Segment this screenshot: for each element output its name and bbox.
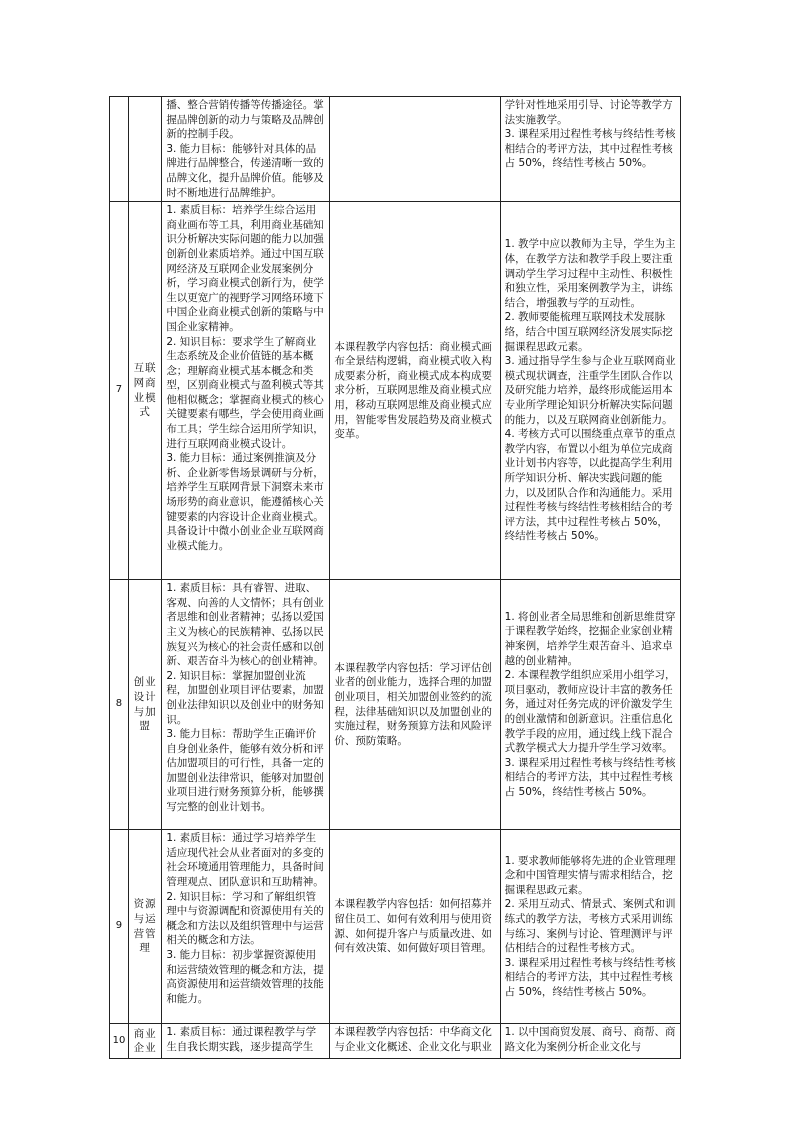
goal-item: 2. 知识目标：要求学生了解商业生态系统及企业价值链的基本概念；理解商业模式基本概念和类型，区别商业模式与盈利模式等其他相似概念；掌握商业模式的核心关键要素有哪些，学会使用商业画布工具；学生综合运用所学知识，进行互联网商业模式设计。 bbox=[166, 335, 324, 450]
course-name bbox=[128, 97, 161, 202]
course-goals bbox=[162, 202, 330, 580]
method-item: 1. 教学中应以教师为主导，学生为主体，在教学方法和教学手段上要注重调动学生学习过程中主动性、积极性和独立性，采用案例教学为主，讲练结合，增强教与学的互动性。 bbox=[504, 238, 676, 309]
goal-item: 1. 素质目标：培养学生综合运用商业画布等工具，利用商业基础知识分析解决实际问题的能力以加强创新创业素质培养。通过中国互联网经济及互联网企业发展案例分析，学习商业模式创新行为，使学生以更宽广的视野学习网络环境下中国企业商业模式创新的策略与中国企业家精神。 bbox=[166, 204, 324, 333]
row-number bbox=[110, 97, 129, 202]
table-row bbox=[110, 830, 681, 1024]
goal-item: 1. 素质目标：通过学习培养学生适应现代社会从业者面对的多变的社会环境通用管理能力，具备时间管理观点、团队意识和互助精神。 bbox=[166, 832, 324, 888]
course-name: 商业企业 bbox=[128, 1024, 161, 1059]
course-goals bbox=[162, 1024, 330, 1059]
table-row bbox=[110, 202, 681, 580]
method-item: 2. 采用互动式、情景式、案例式和训练式的教学方法，考核方式采用训练与练习、案例与讨论、管理测评与评估相结合的过程性考核方式。 bbox=[504, 898, 676, 955]
course-content: 本课程教学内容包括：中华商文化与企业文化概述、企业文化与职业 bbox=[330, 1024, 500, 1059]
row-number: 9 bbox=[110, 830, 129, 1024]
goal-item: 3. 能力目标：能够针对具体的品牌进行品牌整合，传递清晰一致的品牌文化，提升品牌价值。能够及时不断地进行品牌维护。 bbox=[166, 142, 324, 199]
method-item: 3. 课程采用过程性考核与终结性考核相结合的考评方法，其中过程性考核占 50%，终结性考核占 50%。 bbox=[504, 956, 676, 999]
course-goals bbox=[162, 97, 330, 202]
course-content: 本课程教学内容包括：学习评估创业者的创业能力，选择合理的加盟创业项目，相关加盟创业签约的流程，法律基础知识以及加盟创业的实施过程，财务预算方法和风险评价、预防策略。 bbox=[330, 580, 500, 830]
method-item: 3. 通过指导学生参与企业互联网商业模式现状调查，注重学生团队合作以及研究能力培养，最终形成能运用本专业所学理论知识分析解决实际问题的能力，以及互联网商业创新能力。 bbox=[504, 355, 676, 426]
course-content bbox=[330, 97, 500, 202]
row-number: 7 bbox=[110, 202, 129, 580]
teaching-methods bbox=[500, 580, 680, 830]
goal-item: 3. 能力目标：帮助学生正确评价自身创业条件，能够有效分析和评估加盟项目的可行性，具备一定的加盟创业法律常识，能够对加盟创业项目进行财务预算分析，能够撰写完整的创业计划书。 bbox=[166, 728, 324, 814]
table-row bbox=[110, 580, 681, 830]
table-row bbox=[110, 1024, 681, 1059]
goal-item: 2. 知识目标：学习和了解组织管理中与资源调配和资源使用有关的概念和方法以及组织管理中与运营相关的概念和方法。 bbox=[166, 890, 324, 947]
table-row bbox=[110, 97, 681, 202]
goal-item: 2. 知识目标：掌握加盟创业流程，加盟创业项目评估要素，加盟创业法律知识以及创业中的财务知识。 bbox=[166, 669, 324, 726]
goal-item: 3. 能力目标：通过案例推演及分析、企业新零售场景调研与分析，培养学生互联网背景下洞察未来市场形势的商业意识，能遵循核心关键要素的内容设计企业商业模式。具备设计中微小创业企业互联网商业模式能力。 bbox=[166, 452, 324, 552]
method-item: 1. 要求教师能够将先进的企业管理理念和中国管理实情与需求相结合，挖掘课程思政元素。 bbox=[504, 854, 676, 896]
course-content: 本课程教学内容包括：商业模式画布全景结构逻辑，商业模式收入构成要素分析，商业模式成本构成要求分析，互联网思维及商业模式应用，移动互联网思维及商业模式应用，智能零售发展趋势及商业模式变革。 bbox=[330, 202, 500, 580]
goal-item: 1. 素质目标：通过课程教学与学生自我长期实践，逐步提高学生 bbox=[166, 1026, 317, 1053]
course-goals bbox=[162, 580, 330, 830]
row-number: 8 bbox=[110, 580, 129, 830]
method-item: 1. 以中国商贸发展、商号、商帮、商路文化为案例分析企业文化与 bbox=[504, 1026, 676, 1053]
course-content: 本课程教学内容包括：如何招募并留住员工、如何有效利用与使用资源、如何提升客户与质量改进、如何有效决策、如何做好项目管理。 bbox=[330, 830, 500, 1024]
method-item: 3. 课程采用过程性考核与终结性考核相结合的考评方法，其中过程性考核占 50%，终结性考核占 50%。 bbox=[504, 756, 676, 798]
goal-item: 播、整合营销传播等传播途径。掌握品牌创新的动力与策略及品牌创新的控制手段。 bbox=[166, 99, 324, 141]
course-name: 互联网商业模式 bbox=[128, 202, 161, 580]
method-item: 1. 将创业者全局思维和创新思维贯穿于课程教学始终，挖掘企业家创业精神案例，培养学生艰苦奋斗、追求卓越的创业精神。 bbox=[504, 610, 676, 667]
course-name: 资源与运营管理 bbox=[128, 830, 161, 1024]
method-item: 2. 教师要能梳理互联网技术发展脉络，结合中国互联网经济发展实际挖掘课程思政元素。 bbox=[504, 311, 673, 353]
goal-item: 1. 素质目标：具有睿智、进取、客观、向善的人文情怀；具有创业者思维和创业者精神；弘扬以爱国主义为核心的民族精神、弘扬以民族复兴为核心的社会责任感和以创新、艰苦奋斗为核心的创业精神。 bbox=[166, 582, 324, 668]
course-name: 创业设计与加盟 bbox=[128, 580, 161, 830]
teaching-methods bbox=[500, 830, 680, 1024]
goal-item: 3. 能力目标：初步掌握资源使用和运营绩效管理的概念和方法，提高资源使用和运营绩效管理的技能和能力。 bbox=[166, 948, 324, 1005]
course-table bbox=[109, 96, 681, 1059]
course-goals bbox=[162, 830, 330, 1024]
teaching-methods bbox=[500, 202, 680, 580]
method-item: 3. 课程采用过程性考核与终结性考核相结合的考评方法，其中过程性考核占 50%，终结性考核占 50%。 bbox=[504, 128, 676, 170]
teaching-methods bbox=[500, 1024, 680, 1059]
row-number: 10 bbox=[110, 1024, 129, 1059]
method-item: 4. 考核方式可以围绕重点章节的重点教学内容，布置以小组为单位完成商业计划书内容等，以此提高学生利用所学知识分析、解决实践问题的能力，以及团队合作和沟通能力。采用过程性考核与终结性考核相结合的考评方法，其中过程性考核占 50%，终结性考核占 50%。 bbox=[504, 428, 676, 543]
method-item: 学针对性地采用引导、讨论等教学方法实施教学。 bbox=[504, 99, 673, 126]
teaching-methods bbox=[500, 97, 680, 202]
method-item: 2. 本课程教学组织应采用小组学习，项目驱动，教师应设计丰富的教务任务，通过对任务完成的评价激发学生的创业激情和创新意识。注重信息化教学手段的应用，通过线上线下混合式教学模式大力提升学生学习效率。 bbox=[504, 669, 676, 755]
